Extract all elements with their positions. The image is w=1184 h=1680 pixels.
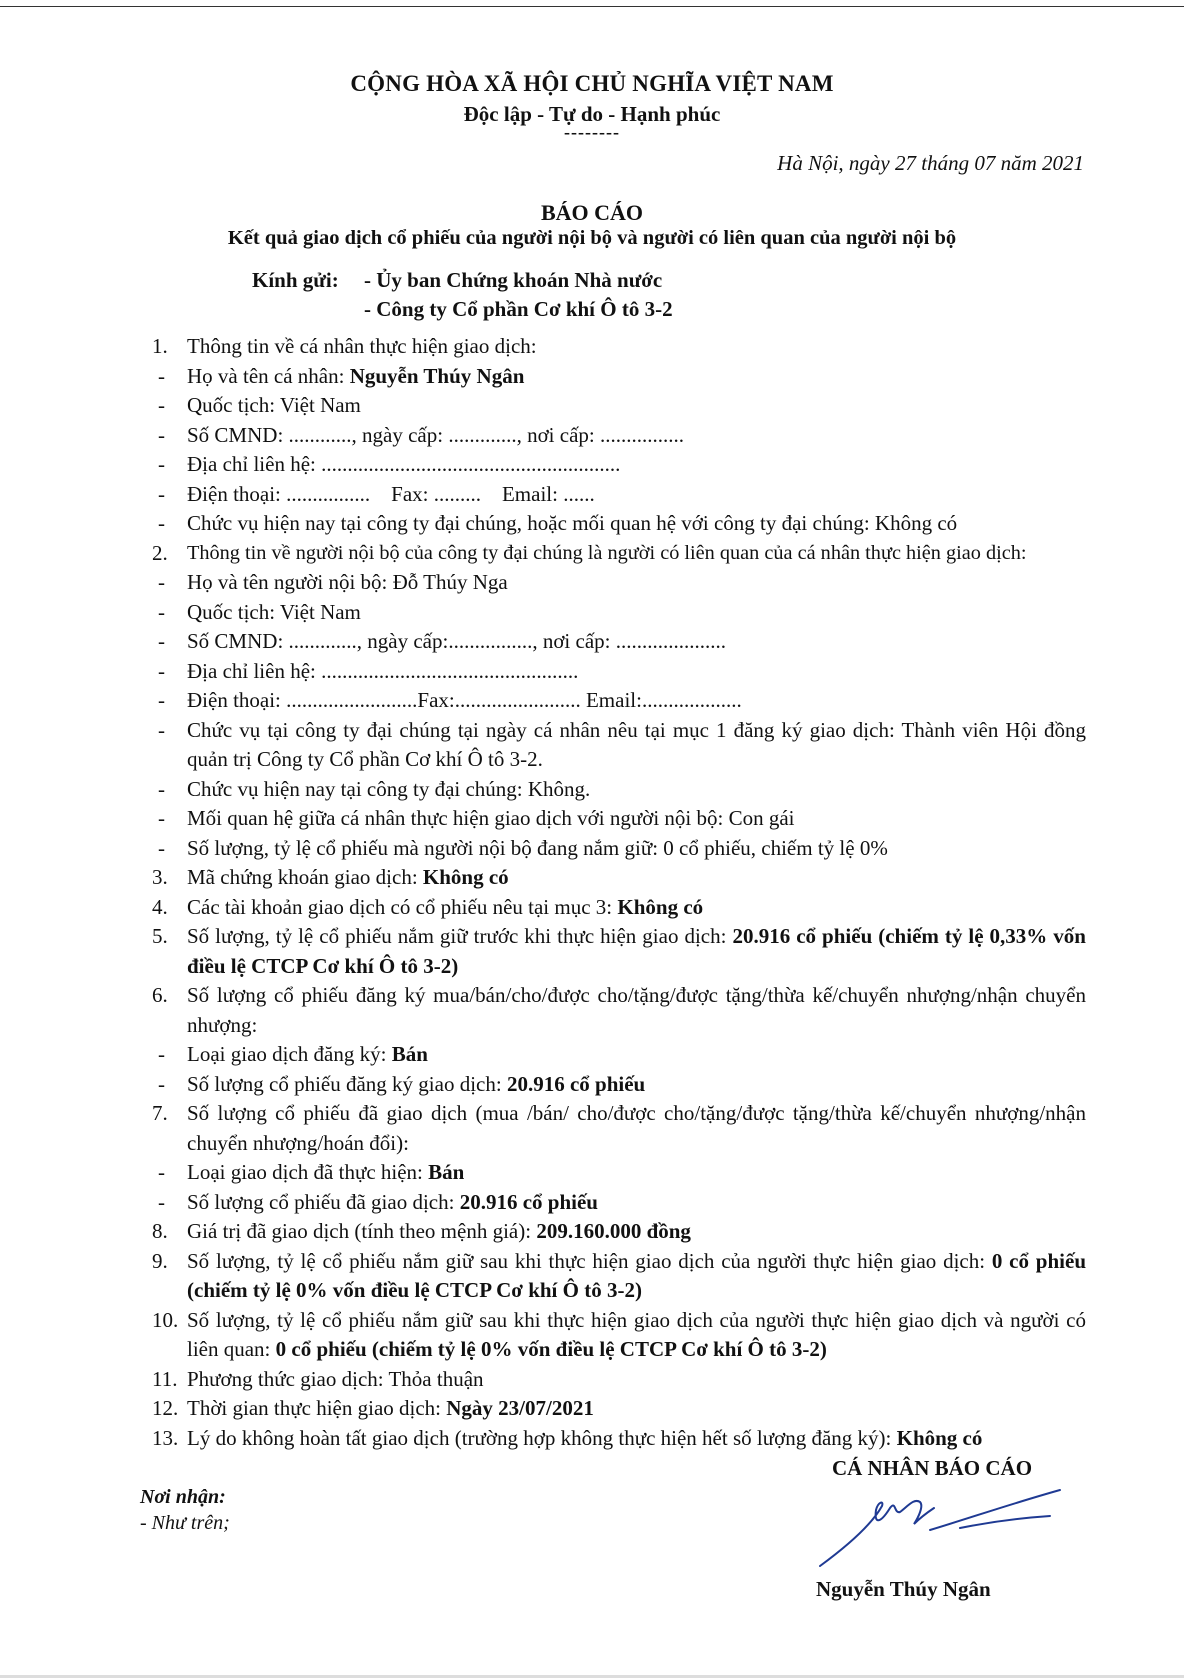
section-3 [152, 863, 1086, 893]
item-marker: - [158, 452, 165, 476]
item-text: Địa chỉ liên hệ: ......................................................... [187, 452, 621, 476]
list-item [152, 480, 1086, 510]
item-marker: 10. [152, 1307, 179, 1332]
item-text [187, 1158, 1086, 1188]
item-marker: - [158, 1189, 165, 1214]
item-text: Quốc tịch: Việt Nam [187, 393, 361, 417]
item-text: Phương thức giao dịch: Thỏa thuận [187, 1366, 484, 1391]
list-item [152, 391, 1086, 421]
item-text [187, 1424, 1086, 1454]
item-marker: 2. [152, 540, 168, 565]
list-item [152, 716, 1086, 775]
list-item [152, 1070, 1086, 1100]
section-5 [152, 922, 1086, 981]
item-text: Điện thoại: ................ Fax: ......... Email: ...... [187, 481, 595, 506]
item-marker: - [158, 570, 165, 594]
section-12 [152, 1394, 1086, 1424]
section-6 [152, 981, 1086, 1040]
recipient-2: - Công ty Cổ phần Cơ khí Ô tô 3-2 [364, 297, 673, 321]
item-marker: 11. [152, 1366, 178, 1391]
item-value: 20.916 cổ phiếu (chiếm tỷ lệ 0,33% vốn điều lệ CTCP Cơ khí Ô tô 3-2) [187, 924, 1086, 978]
item-marker: - [158, 658, 165, 683]
section-13 [152, 1424, 1086, 1454]
header-divider: -------- [564, 122, 620, 142]
item-marker: 7. [152, 1101, 168, 1125]
item-marker: - [158, 393, 165, 417]
list-item [152, 450, 1086, 480]
item-text: Mối quan hệ giữa cá nhân thực hiện giao dịch với người nội bộ: Con gái [187, 806, 795, 830]
item-text [187, 863, 1086, 893]
item-marker: 12. [152, 1396, 179, 1420]
item-text: Chức vụ hiện nay tại công ty đại chúng, hoặc mối quan hệ với công ty đại chúng: Không có [187, 511, 958, 535]
item-label: Mã chứng khoán giao dịch: [187, 865, 423, 889]
item-marker: - [158, 363, 165, 388]
item-text: Số CMND: ............, ngày cấp: ............., nơi cấp: ................ [187, 422, 684, 447]
section-1 [152, 332, 1086, 362]
item-text [187, 1394, 1086, 1424]
list-item [152, 1188, 1086, 1218]
item-text: Chức vụ tại công ty đại chúng tại ngày cá nhân nêu tại mục 1 đăng ký giao dịch: Thành viên Hội đồng quản trị Công ty Cổ phần Cơ khí Ô tô 3-2. [187, 717, 1086, 771]
item-label: Số lượng, tỷ lệ cổ phiếu nắm giữ trước khi thực hiện giao dịch: [187, 924, 733, 948]
signer-name: Nguyễn Thúy Ngân [816, 1577, 991, 1601]
item-marker: 4. [152, 894, 168, 919]
recipients-footer-title: Nơi nhận: [140, 1486, 226, 1508]
list-item [152, 627, 1086, 657]
list-item [152, 598, 1086, 628]
national-header [0, 68, 1184, 140]
item-text: Chức vụ hiện nay tại công ty đại chúng: Không. [187, 776, 591, 801]
item-value: Bán [391, 1042, 428, 1066]
item-text: Điện thoại: .........................Fax:........................ Email:................... [187, 688, 742, 712]
item-marker: - [158, 1160, 165, 1184]
national-title: CỘNG HÒA XÃ HỘI CHỦ NGHĨA VIỆT NAM [350, 71, 834, 96]
item-marker: - [158, 422, 165, 447]
section-11 [152, 1365, 1086, 1395]
item-text [187, 362, 1086, 392]
item-value: 0 cổ phiếu (chiếm tỷ lệ 0% vốn điều lệ CTCP Cơ khí Ô tô 3-2) [187, 1248, 1087, 1302]
list-item [152, 657, 1086, 687]
item-text [187, 1040, 1086, 1070]
item-marker: - [158, 629, 165, 653]
item-text: Số CMND: ............., ngày cấp:................, nơi cấp: ..................... [187, 629, 726, 653]
item-marker: - [158, 688, 165, 712]
list-item [152, 1040, 1086, 1070]
item-marker: 3. [152, 865, 168, 889]
list-item [152, 421, 1086, 451]
item-label: Họ và tên cá nhân: [187, 363, 350, 388]
date-line: Hà Nội, ngày 27 tháng 07 năm 2021 [777, 151, 1084, 175]
signature-title: CÁ NHÂN BÁO CÁO [831, 1456, 1033, 1480]
item-marker: 9. [152, 1248, 168, 1273]
bottom-border-line [0, 1675, 1184, 1678]
item-label: Số lượng, tỷ lệ cổ phiếu nắm giữ sau khi thực hiện giao dịch của người thực hiện giao dịch và người có liên quan: [187, 1307, 1086, 1361]
item-text: Quốc tịch: Việt Nam [187, 599, 361, 624]
list-item [152, 775, 1086, 805]
item-value: Ngày 23/07/2021 [446, 1396, 594, 1420]
handwritten-signature [810, 1484, 1070, 1574]
item-text: Số lượng cổ phiếu đăng ký mua/bán/cho/được cho/tặng/được tặng/thừa kế/chuyển nhượng/nhận chuyển nhượng: [187, 983, 1086, 1037]
list-item [152, 1158, 1086, 1188]
item-marker: - [158, 835, 165, 860]
recipients-label: Kính gửi: [252, 268, 339, 292]
item-marker: 6. [152, 983, 168, 1007]
item-label: Loại giao dịch đã thực hiện: [187, 1160, 429, 1184]
section-7 [152, 1099, 1086, 1158]
item-marker: - [158, 1042, 165, 1066]
item-value: 20.916 cổ phiếu [506, 1071, 646, 1096]
report-title: BÁO CÁO [540, 200, 644, 225]
list-item [152, 834, 1086, 864]
item-value: Không có [422, 865, 509, 889]
item-text: Họ và tên người nội bộ: Đỗ Thúy Nga [187, 570, 508, 594]
national-motto: Độc lập - Tự do - Hạnh phúc [463, 102, 721, 126]
item-label: Số lượng cổ phiếu đã giao dịch: [187, 1189, 460, 1214]
item-marker: - [158, 1071, 165, 1096]
item-value: 0 cổ phiếu (chiếm tỷ lệ 0% vốn điều lệ CTCP Cơ khí Ô tô 3-2) [275, 1337, 827, 1361]
item-value: Không có [617, 894, 704, 919]
item-text [187, 1070, 1086, 1100]
item-marker: 8. [152, 1219, 168, 1243]
top-border-line [0, 6, 1184, 7]
section-8 [152, 1217, 1086, 1247]
list-item [152, 804, 1086, 834]
section-4 [152, 893, 1086, 923]
signature-block [792, 1456, 1072, 1481]
item-text: Thông tin về người nội bộ của công ty đại chúng là người có liên quan của cá nhân thực hiện giao dịch: [187, 541, 1027, 564]
item-label: Giá trị đã giao dịch (tính theo mệnh giá): [187, 1219, 537, 1243]
item-marker: - [158, 776, 165, 801]
item-label: Lý do không hoàn tất giao dịch (trường hợp không thực hiện hết số lượng đăng ký): [187, 1425, 897, 1450]
item-text [187, 1306, 1086, 1365]
item-marker: - [158, 717, 165, 742]
report-body [152, 332, 1086, 1453]
item-text: Thông tin về cá nhân thực hiện giao dịch: [187, 334, 537, 358]
list-item [152, 568, 1086, 598]
item-marker: - [158, 511, 165, 535]
recipients-block [252, 266, 673, 324]
item-marker: 5. [152, 924, 168, 948]
section-2 [152, 539, 1086, 569]
recipients-footer-line: - Như trên; [140, 1512, 230, 1534]
item-marker: - [158, 599, 165, 624]
item-text [187, 1217, 1086, 1247]
item-text: Số lượng cổ phiếu đã giao dịch (mua /bán/ cho/được cho/tặng/được tặng/thừa kế/chuyển nhượng/nhận chuyển nhượng/hoán đổi): [187, 1101, 1086, 1155]
item-label: Loại giao dịch đăng ký: [187, 1042, 392, 1066]
report-subtitle: Kết quả giao dịch cổ phiếu của người nội bộ và người có liên quan của người nội bộ [227, 227, 957, 249]
item-label: Thời gian thực hiện giao dịch: [187, 1396, 447, 1420]
item-value: Bán [428, 1160, 465, 1184]
item-text [187, 1247, 1086, 1306]
item-value: 209.160.000 đồng [536, 1219, 691, 1243]
list-item [152, 686, 1086, 716]
item-value: Nguyễn Thúy Ngân [349, 363, 525, 388]
item-marker: - [158, 806, 165, 830]
item-label: Số lượng, tỷ lệ cổ phiếu nắm giữ sau khi thực hiện giao dịch của người thực hiện giao dịch: [187, 1248, 992, 1273]
list-item [152, 362, 1086, 392]
item-marker: 13. [152, 1425, 179, 1450]
recipients-footer [140, 1484, 230, 1536]
item-label: Số lượng cổ phiếu đăng ký giao dịch: [187, 1071, 507, 1096]
item-label: Các tài khoản giao dịch có cổ phiếu nêu tại mục 3: [187, 894, 618, 919]
item-value: Không có [896, 1425, 983, 1450]
item-text [187, 922, 1086, 981]
item-text: Số lượng, tỷ lệ cổ phiếu mà người nội bộ đang nắm giữ: 0 cổ phiếu, chiếm tỷ lệ 0% [187, 835, 888, 860]
item-value: 20.916 cổ phiếu [459, 1189, 598, 1214]
list-item [152, 509, 1086, 539]
item-marker: 1. [152, 334, 168, 358]
section-9 [152, 1247, 1086, 1306]
item-text: Địa chỉ liên hệ: ................................................. [187, 658, 579, 683]
item-marker: - [158, 481, 165, 506]
recipient-1: - Ủy ban Chứng khoán Nhà nước [364, 268, 663, 292]
item-text [187, 893, 1086, 923]
item-text [187, 1188, 1086, 1218]
section-10 [152, 1306, 1086, 1365]
